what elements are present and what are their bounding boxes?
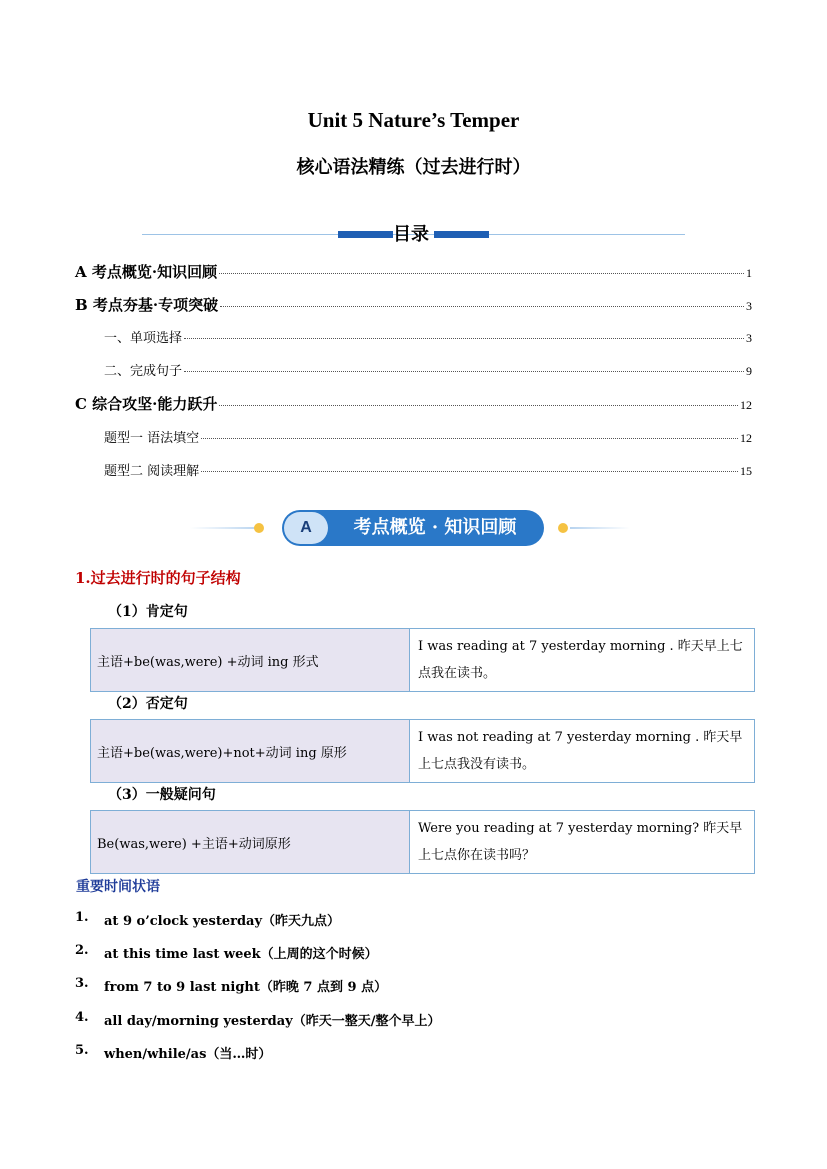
list-item-text: when/while/as（当…时） xyxy=(104,1047,272,1062)
toc-entry[interactable] xyxy=(75,393,752,414)
banner-letter: A xyxy=(284,512,328,544)
toc-entry-label: A 考点概览·知识回顾 xyxy=(75,263,218,281)
list-item xyxy=(75,910,340,929)
list-item-number: 1. xyxy=(75,910,89,925)
toc-entry[interactable] xyxy=(104,360,752,379)
example-cell: Were you reading at 7 yesterday morning? 昨天早上七点你在读书吗？ xyxy=(410,811,755,874)
banner-line-left xyxy=(190,527,260,529)
list-item-text: at 9 o’clock yesterday（昨天九点） xyxy=(104,914,341,929)
list-item xyxy=(75,943,378,962)
structure-cell: Be(was,were) +主语+动词原形 xyxy=(91,811,410,874)
toc-entry-label: B 考点夯基·专项突破 xyxy=(75,296,219,314)
example-cell: I was not reading at 7 yesterday morning . 昨天早上七点我没有读书。 xyxy=(410,720,755,783)
toc-entry-page: 15 xyxy=(740,464,752,478)
time-adverbials-heading: 重要时间状语 xyxy=(76,879,160,895)
toc-entry-page: 12 xyxy=(740,398,752,412)
toc-entry[interactable] xyxy=(104,427,752,446)
toc-entry-page: 3 xyxy=(746,299,752,313)
example-cell: I was reading at 7 yesterday morning . 昨天早上七点我在读书。 xyxy=(410,629,755,692)
toc-entry-label: 二、完成句子 xyxy=(104,364,183,379)
toc-heading: 目录 xyxy=(393,224,429,245)
banner-dot-left xyxy=(254,523,264,533)
list-item xyxy=(75,976,387,995)
list-item-number: 2. xyxy=(75,943,89,958)
list-item xyxy=(75,1010,440,1029)
document-subtitle: 核心语法精练（过去进行时） xyxy=(296,157,531,178)
toc-entry-page: 9 xyxy=(746,364,752,378)
structure-cell: 主语+be(was,were) +动词 ing 形式 xyxy=(91,629,410,692)
toc-entry-page: 12 xyxy=(740,431,752,445)
list-item-number: 5. xyxy=(75,1043,89,1058)
banner-dot-right xyxy=(558,523,568,533)
toc-bar-left xyxy=(338,231,393,238)
grammar-table xyxy=(90,719,755,783)
toc-entry-page: 1 xyxy=(746,266,752,280)
toc-bar-right xyxy=(434,231,489,238)
list-item-text: at this time last week（上周的这个时候） xyxy=(104,947,378,962)
list-item-number: 3. xyxy=(75,976,89,991)
banner-text: 考点概览 · 知识回顾 xyxy=(353,517,517,538)
banner-line-right xyxy=(570,527,630,529)
toc-entry-label: 题型一 语法填空 xyxy=(104,431,200,446)
grammar-table xyxy=(90,810,755,874)
structure-cell: 主语+be(was,were)+not+动词 ing 原形 xyxy=(91,720,410,783)
list-item xyxy=(75,1043,271,1062)
list-item-text: from 7 to 9 last night（昨晚 7 点到 9 点） xyxy=(104,980,388,995)
toc-entry-label: 题型二 阅读理解 xyxy=(104,464,200,479)
grammar-table xyxy=(90,628,755,692)
section-title: 1.过去进行时的句子结构 xyxy=(75,569,241,587)
block-heading: （2）否定句 xyxy=(108,696,188,712)
toc-entry[interactable] xyxy=(75,294,752,315)
toc-entry[interactable] xyxy=(104,460,752,479)
toc-entry[interactable] xyxy=(104,327,752,346)
toc-entry[interactable] xyxy=(75,261,752,282)
toc-entry-page: 3 xyxy=(746,331,752,345)
toc-entry-label: 一、单项选择 xyxy=(104,331,183,346)
block-heading: （1）肯定句 xyxy=(108,604,188,620)
document-title: Unit 5 Nature’s Temper xyxy=(307,108,520,132)
list-item-number: 4. xyxy=(75,1010,89,1025)
block-heading: （3）一般疑问句 xyxy=(108,787,216,803)
list-item-text: all day/morning yesterday（昨天一整天/整个早上） xyxy=(104,1014,441,1029)
toc-entry-label: C 综合攻坚·能力跃升 xyxy=(75,395,218,413)
